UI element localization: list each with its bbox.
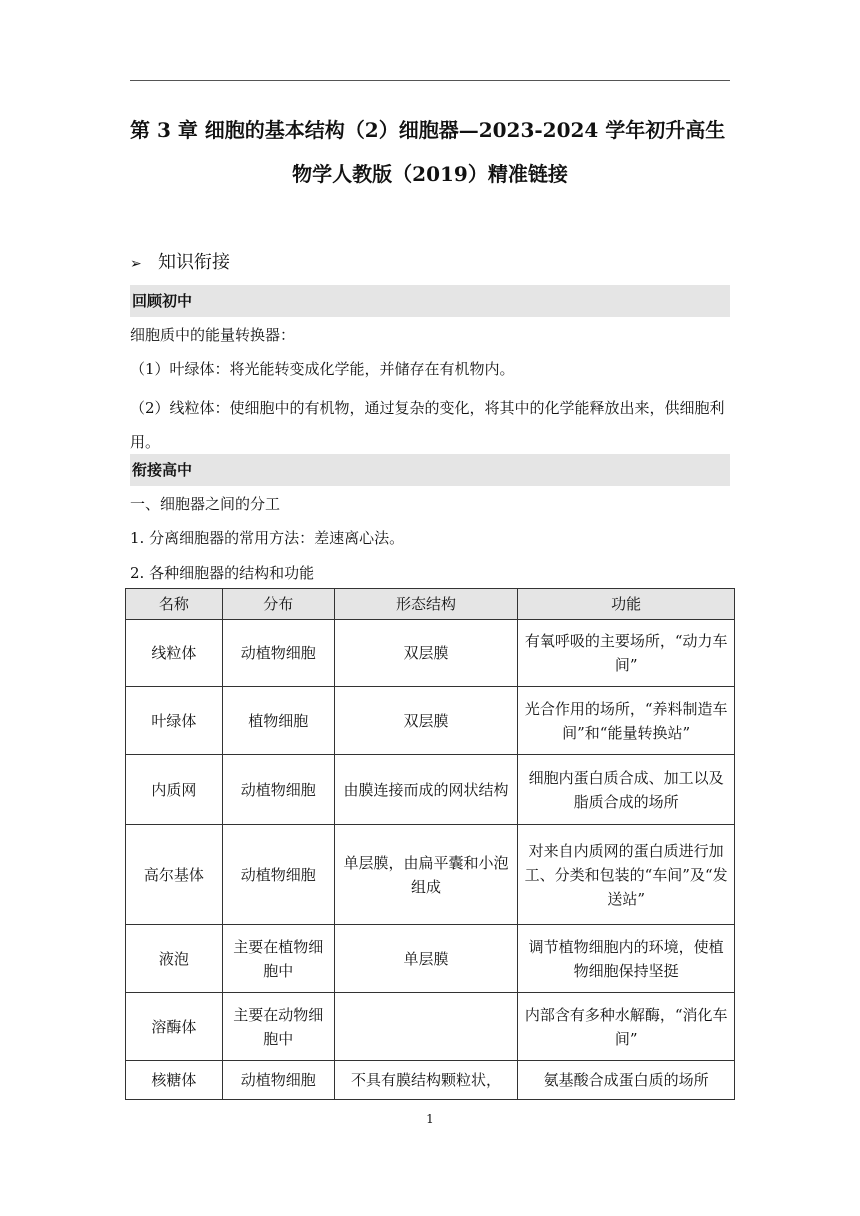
table-row [126, 687, 735, 755]
cell-structure: 单层膜 [334, 925, 518, 993]
title-line-1: 第 3 章 细胞的基本结构（2）细胞器—2023-2024 学年初升高生 [130, 118, 726, 142]
table-row [126, 755, 735, 825]
cell-distribution: 动植物细胞 [222, 825, 334, 925]
cell-function: 对来自内质网的蛋白质进行加工、分类和包装的“车间”及“发送站” [518, 825, 735, 925]
cell-distribution: 主要在植物细胞中 [222, 925, 334, 993]
page-number: 1 [426, 1112, 434, 1126]
cell-function: 细胞内蛋白质合成、加工以及脂质合成的场所 [518, 755, 735, 825]
cell-distribution: 动植物细胞 [222, 620, 334, 687]
table-header-row [126, 589, 735, 620]
table-row [126, 925, 735, 993]
cell-function: 有氧呼吸的主要场所，“动力车间” [518, 620, 735, 687]
cell-function: 内部含有多种水解酶，“消化车间” [518, 993, 735, 1061]
cell-name: 高尔基体 [126, 825, 223, 925]
connect-band: 衔接高中 [130, 454, 730, 486]
cell-distribution: 主要在动物细胞中 [222, 993, 334, 1061]
cell-name: 核糖体 [126, 1061, 223, 1100]
cell-name: 内质网 [126, 755, 223, 825]
header-structure: 形态结构 [334, 589, 518, 620]
connect-point-2: 2. 各种细胞器的结构和功能 [130, 564, 315, 582]
section-heading [130, 248, 230, 278]
cell-name: 叶绿体 [126, 687, 223, 755]
cell-name: 溶酶体 [126, 993, 223, 1061]
cell-function: 调节植物细胞内的环境，使植物细胞保持坚挺 [518, 925, 735, 993]
cell-structure: 不具有膜结构颗粒状， [334, 1061, 518, 1100]
connect-heading: 一、细胞器之间的分工 [130, 495, 281, 513]
cell-distribution: 动植物细胞 [222, 755, 334, 825]
table-row [126, 1061, 735, 1100]
cell-structure: 单层膜，由扁平囊和小泡组成 [334, 825, 518, 925]
cell-structure [334, 993, 518, 1061]
cell-structure: 由膜连接而成的网状结构 [334, 755, 518, 825]
review-item-1: （1）叶绿体：将光能转变成化学能，并储存在有机物内。 [130, 360, 515, 378]
cell-distribution: 植物细胞 [222, 687, 334, 755]
section-label: 知识衔接 [158, 252, 230, 273]
table-row [126, 825, 735, 925]
header-distribution: 分布 [222, 589, 334, 620]
cell-name: 线粒体 [126, 620, 223, 687]
table-row [126, 993, 735, 1061]
organelle-table [125, 588, 735, 1100]
arrow-bullet-icon: ➢ [130, 256, 142, 272]
cell-distribution: 动植物细胞 [222, 1061, 334, 1100]
cell-function: 氨基酸合成蛋白质的场所 [518, 1061, 735, 1100]
review-band: 回顾初中 [130, 285, 730, 317]
table-row [126, 620, 735, 687]
review-intro: 细胞质中的能量转换器： [130, 326, 296, 344]
cell-name: 液泡 [126, 925, 223, 993]
cell-structure: 双层膜 [334, 687, 518, 755]
header-name: 名称 [126, 589, 223, 620]
review-item-2: （2）线粒体：使细胞中的有机物，通过复杂的变化，将其中的化学能释放出来，供细胞利用。 [130, 399, 725, 451]
connect-point-1: 1. 分离细胞器的常用方法：差速离心法。 [130, 529, 405, 547]
document-title [130, 108, 730, 196]
header-function: 功能 [518, 589, 735, 620]
cell-structure: 双层膜 [334, 620, 518, 687]
cell-function: 光合作用的场所，“养料制造车间”和“能量转换站” [518, 687, 735, 755]
header-rule [130, 80, 730, 81]
title-line-2: 物学人教版（2019）精准链接 [292, 162, 568, 186]
